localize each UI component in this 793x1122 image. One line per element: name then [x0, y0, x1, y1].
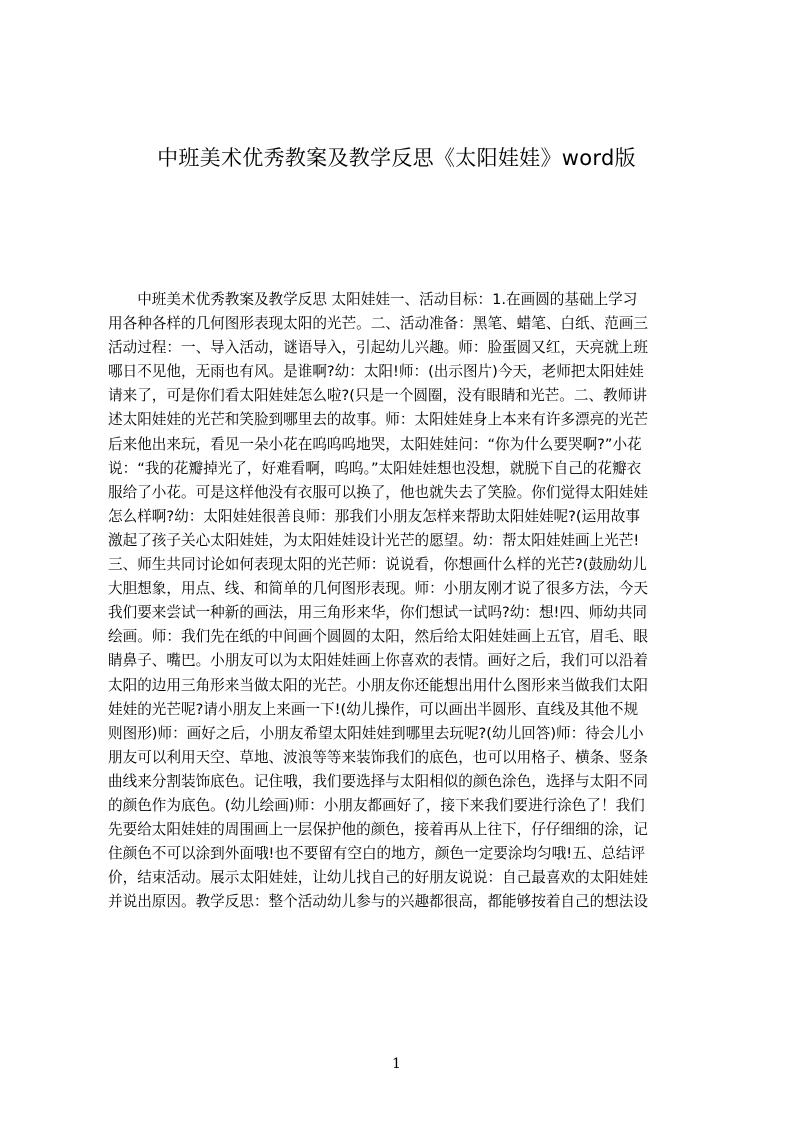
- text-line: 的颜色作为底色。(幼儿绘画)师：小朋友都画好了，接下来我们要进行涂色了！我们: [108, 796, 645, 814]
- text-line: 娃娃的光芒呢?请小朋友上来画一下!(幼儿操作，可以画出半圆形、直线及其他不规: [108, 700, 639, 718]
- text-line: 大胆想象，用点、线、和简单的几何图形表现。师：小朋友刚才说了很多方法，今天: [108, 580, 648, 598]
- text-line: 朋友可以利用天空、草地、波浪等等来装饰我们的底色，也可以用格子、横条、竖条: [108, 748, 648, 766]
- text-line: 曲线来分割装饰底色。记住哦，我们要选择与太阳相似的颜色涂色，选择与太阳不同: [108, 772, 648, 790]
- text-line: 活动过程：一、导入活动，谜语导入，引起幼儿兴趣。师：脸蛋圆又红，天亮就上班: [108, 339, 648, 357]
- text-line: 三、师生共同讨论如何表现太阳的光芒师：说说看，你想画什么样的光芒?(鼓励幼儿: [108, 556, 647, 574]
- text-line: 服给了小花。可是这样他没有衣服可以换了，他也就失去了笑脸。你们觉得太阳娃娃: [108, 483, 648, 501]
- text-line: 用各种各样的几何图形表现太阳的光芒。二、活动准备：黑笔、蜡笔、白纸、范画三: [108, 315, 648, 333]
- page-number: 1: [392, 1056, 401, 1072]
- text-line: 价，结束活动。展示太阳娃娃，让幼儿找自己的好朋友说说：自己最喜欢的太阳娃娃: [108, 869, 648, 887]
- text-line: 述太阳娃娃的光芒和笑脸到哪里去的故事。师：太阳娃娃身上本来有许多漂亮的光芒: [108, 411, 648, 429]
- text-line: 太阳的边用三角形来当做太阳的光芒。小朋友你还能想出用什么图形来当做我们太阳: [108, 676, 648, 694]
- text-line: 睛鼻子、嘴巴。小朋友可以为太阳娃娃画上你喜欢的表情。画好之后，我们可以沿着: [108, 652, 648, 670]
- text-line: 哪日不见他，无雨也有风。是谁啊?幼：太阳!师：(出示图片)今天，老师把太阳娃娃: [108, 363, 644, 381]
- text-line: 说：“我的花瓣掉光了，好难看啊，呜呜。”太阳娃娃想也没想，就脱下自己的花瓣衣: [108, 459, 642, 477]
- page-title: 中班美术优秀教案及教学反思《太阳娃娃》word版: [157, 146, 636, 170]
- body-text: [108, 288, 698, 984]
- text-line: 则图形)师：画好之后，小朋友希望太阳娃娃到哪里去玩呢?(幼儿回答)师：待会儿小: [108, 724, 644, 742]
- text-line: 并说出原因。教学反思：整个活动幼儿参与的兴趣都很高，都能够按着自己的想法设: [108, 893, 648, 911]
- text-line: 请来了，可是你们看太阳娃娃怎么啦?(只是一个圆圈，没有眼睛和光芒。二、教师讲: [108, 387, 647, 405]
- text-line: 激起了孩子关心太阳娃娃，为太阳娃娃设计光芒的愿望。幼：帮太阳娃娃画上光芒!: [108, 531, 640, 549]
- text-line: 怎么样啊?幼：太阳娃娃很善良师：那我们小朋友怎样来帮助太阳娃娃呢?(运用故事: [108, 507, 640, 525]
- text-line: 住颜色不可以涂到外面哦!也不要留有空白的地方，颜色一定要涂均匀哦!五、总结评: [108, 845, 646, 863]
- text-line: 中班美术优秀教案及教学反思 太阳娃娃一、活动目标：1.在画圆的基础上学习: [108, 291, 638, 308]
- text-line: 先要给太阳娃娃的周围画上一层保护他的颜色，接着再从上往下，仔仔细细的涂，记: [108, 821, 648, 839]
- text-line: 绘画。师：我们先在纸的中间画个圆圆的太阳，然后给太阳娃娃画上五官，眉毛、眼: [108, 628, 648, 646]
- text-line: 我们要来尝试一种新的画法，用三角形来华，你们想试一试吗?幼：想!四、师幼共同: [108, 604, 647, 622]
- text-line: 后来他出来玩，看见一朵小花在呜呜呜地哭，太阳娃娃问：“你为什么要哭啊?”小花: [108, 435, 642, 453]
